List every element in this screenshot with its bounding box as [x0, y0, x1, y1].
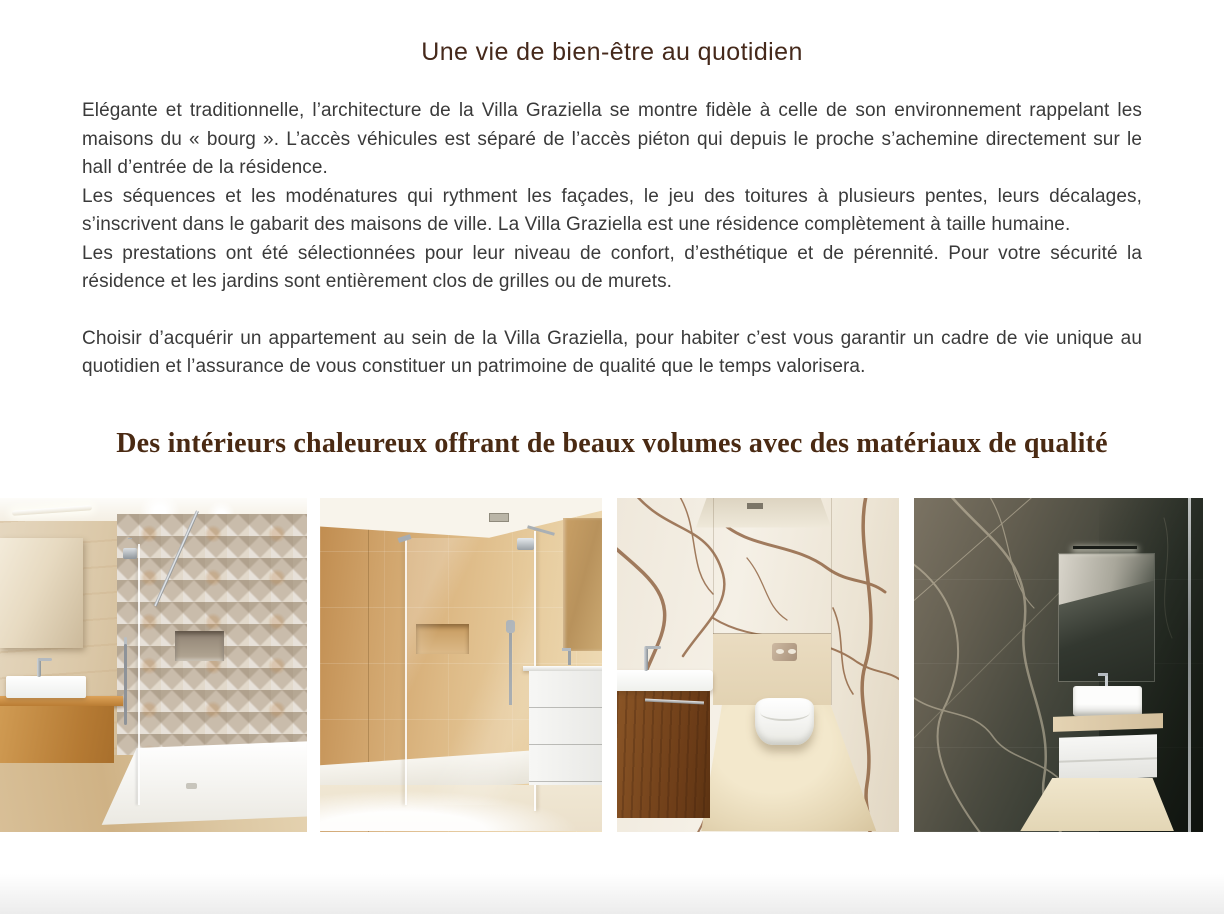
- basin: [6, 676, 86, 698]
- flush-plate: [772, 643, 797, 661]
- mirror-light-bar: [1073, 546, 1137, 549]
- glass-screen-edge: [405, 538, 407, 805]
- mirror: [0, 538, 83, 648]
- ceiling-vent: [747, 503, 763, 509]
- faucet: [644, 646, 648, 671]
- gallery-photo-gold-veined-marble-wc: [617, 498, 899, 832]
- faucet: [37, 658, 41, 677]
- paragraph-choisir: Choisir d’acquérir un appartement au sein de la Villa Graziella, pour habiter c’est vous garantir un cadre de vie unique au quotidien et l’assurance de vous constituer un patrimoine de qualité que le temps valorisera.: [82, 327, 1142, 377]
- wall-hung-toilet: [755, 698, 814, 745]
- faucet: [1105, 673, 1108, 687]
- gallery-photo-dark-marble-bathroom: [914, 498, 1203, 832]
- mirror: [563, 518, 602, 652]
- wood-vanity: [0, 706, 114, 763]
- section-heading: Des intérieurs chaleureux offrant de beaux volumes avec des matériaux de qualité: [116, 427, 1108, 459]
- shower-head: [123, 548, 137, 559]
- glass-screen: [138, 544, 140, 805]
- glass-screen-edge: [1188, 498, 1191, 832]
- body-text-block: [0, 97, 1224, 382]
- ceiling-vent: [489, 513, 509, 522]
- gallery-photo-beige-marble-shower: [320, 498, 602, 832]
- white-drawer-unit: [1059, 735, 1157, 782]
- vessel-basin: [1073, 686, 1142, 716]
- faucet: [568, 648, 571, 665]
- paragraph-prestations: Les prestations ont été sélectionnées pour leur niveau de confort, d’esthétique et de pérennité. Pour votre sécurité la résidence et les jardins sont entièrement clos de grilles ou de murets.: [82, 242, 1142, 292]
- hand-shower: [124, 644, 127, 724]
- shower-niche: [175, 631, 224, 661]
- page-edge-shadow: [0, 874, 1224, 914]
- mirror: [1059, 554, 1154, 681]
- basin: [617, 670, 713, 692]
- walnut-vanity: [617, 688, 710, 818]
- photo-gallery: [0, 498, 1224, 832]
- gallery-photo-textured-tile-shower: [0, 498, 307, 832]
- wall-corner: [831, 498, 832, 705]
- white-drawer-vanity: [529, 671, 602, 785]
- paragraph-facades: Les séquences et les modénatures qui rythment les façades, le jeu des toitures à plusieurs pentes, leurs décalages, s’inscrivent dans le gabarit des maisons de ville. La Villa Graziella est une résidence complètement à taille humaine.: [82, 185, 1142, 235]
- paragraph-architecture: Elégante et traditionnelle, l’architecture de la Villa Graziella se montre fidèle à celle de son environnement rappelant les maisons du « bourg ». L’accès véhicules est séparé de l’accès piéton qui depuis le proche s’achemine directement sur le hall d’entrée de la résidence.: [82, 100, 1142, 178]
- page-title: Une vie de bien-être au quotidien: [421, 38, 803, 66]
- ceiling: [696, 498, 831, 528]
- glass-reflection: [407, 538, 534, 805]
